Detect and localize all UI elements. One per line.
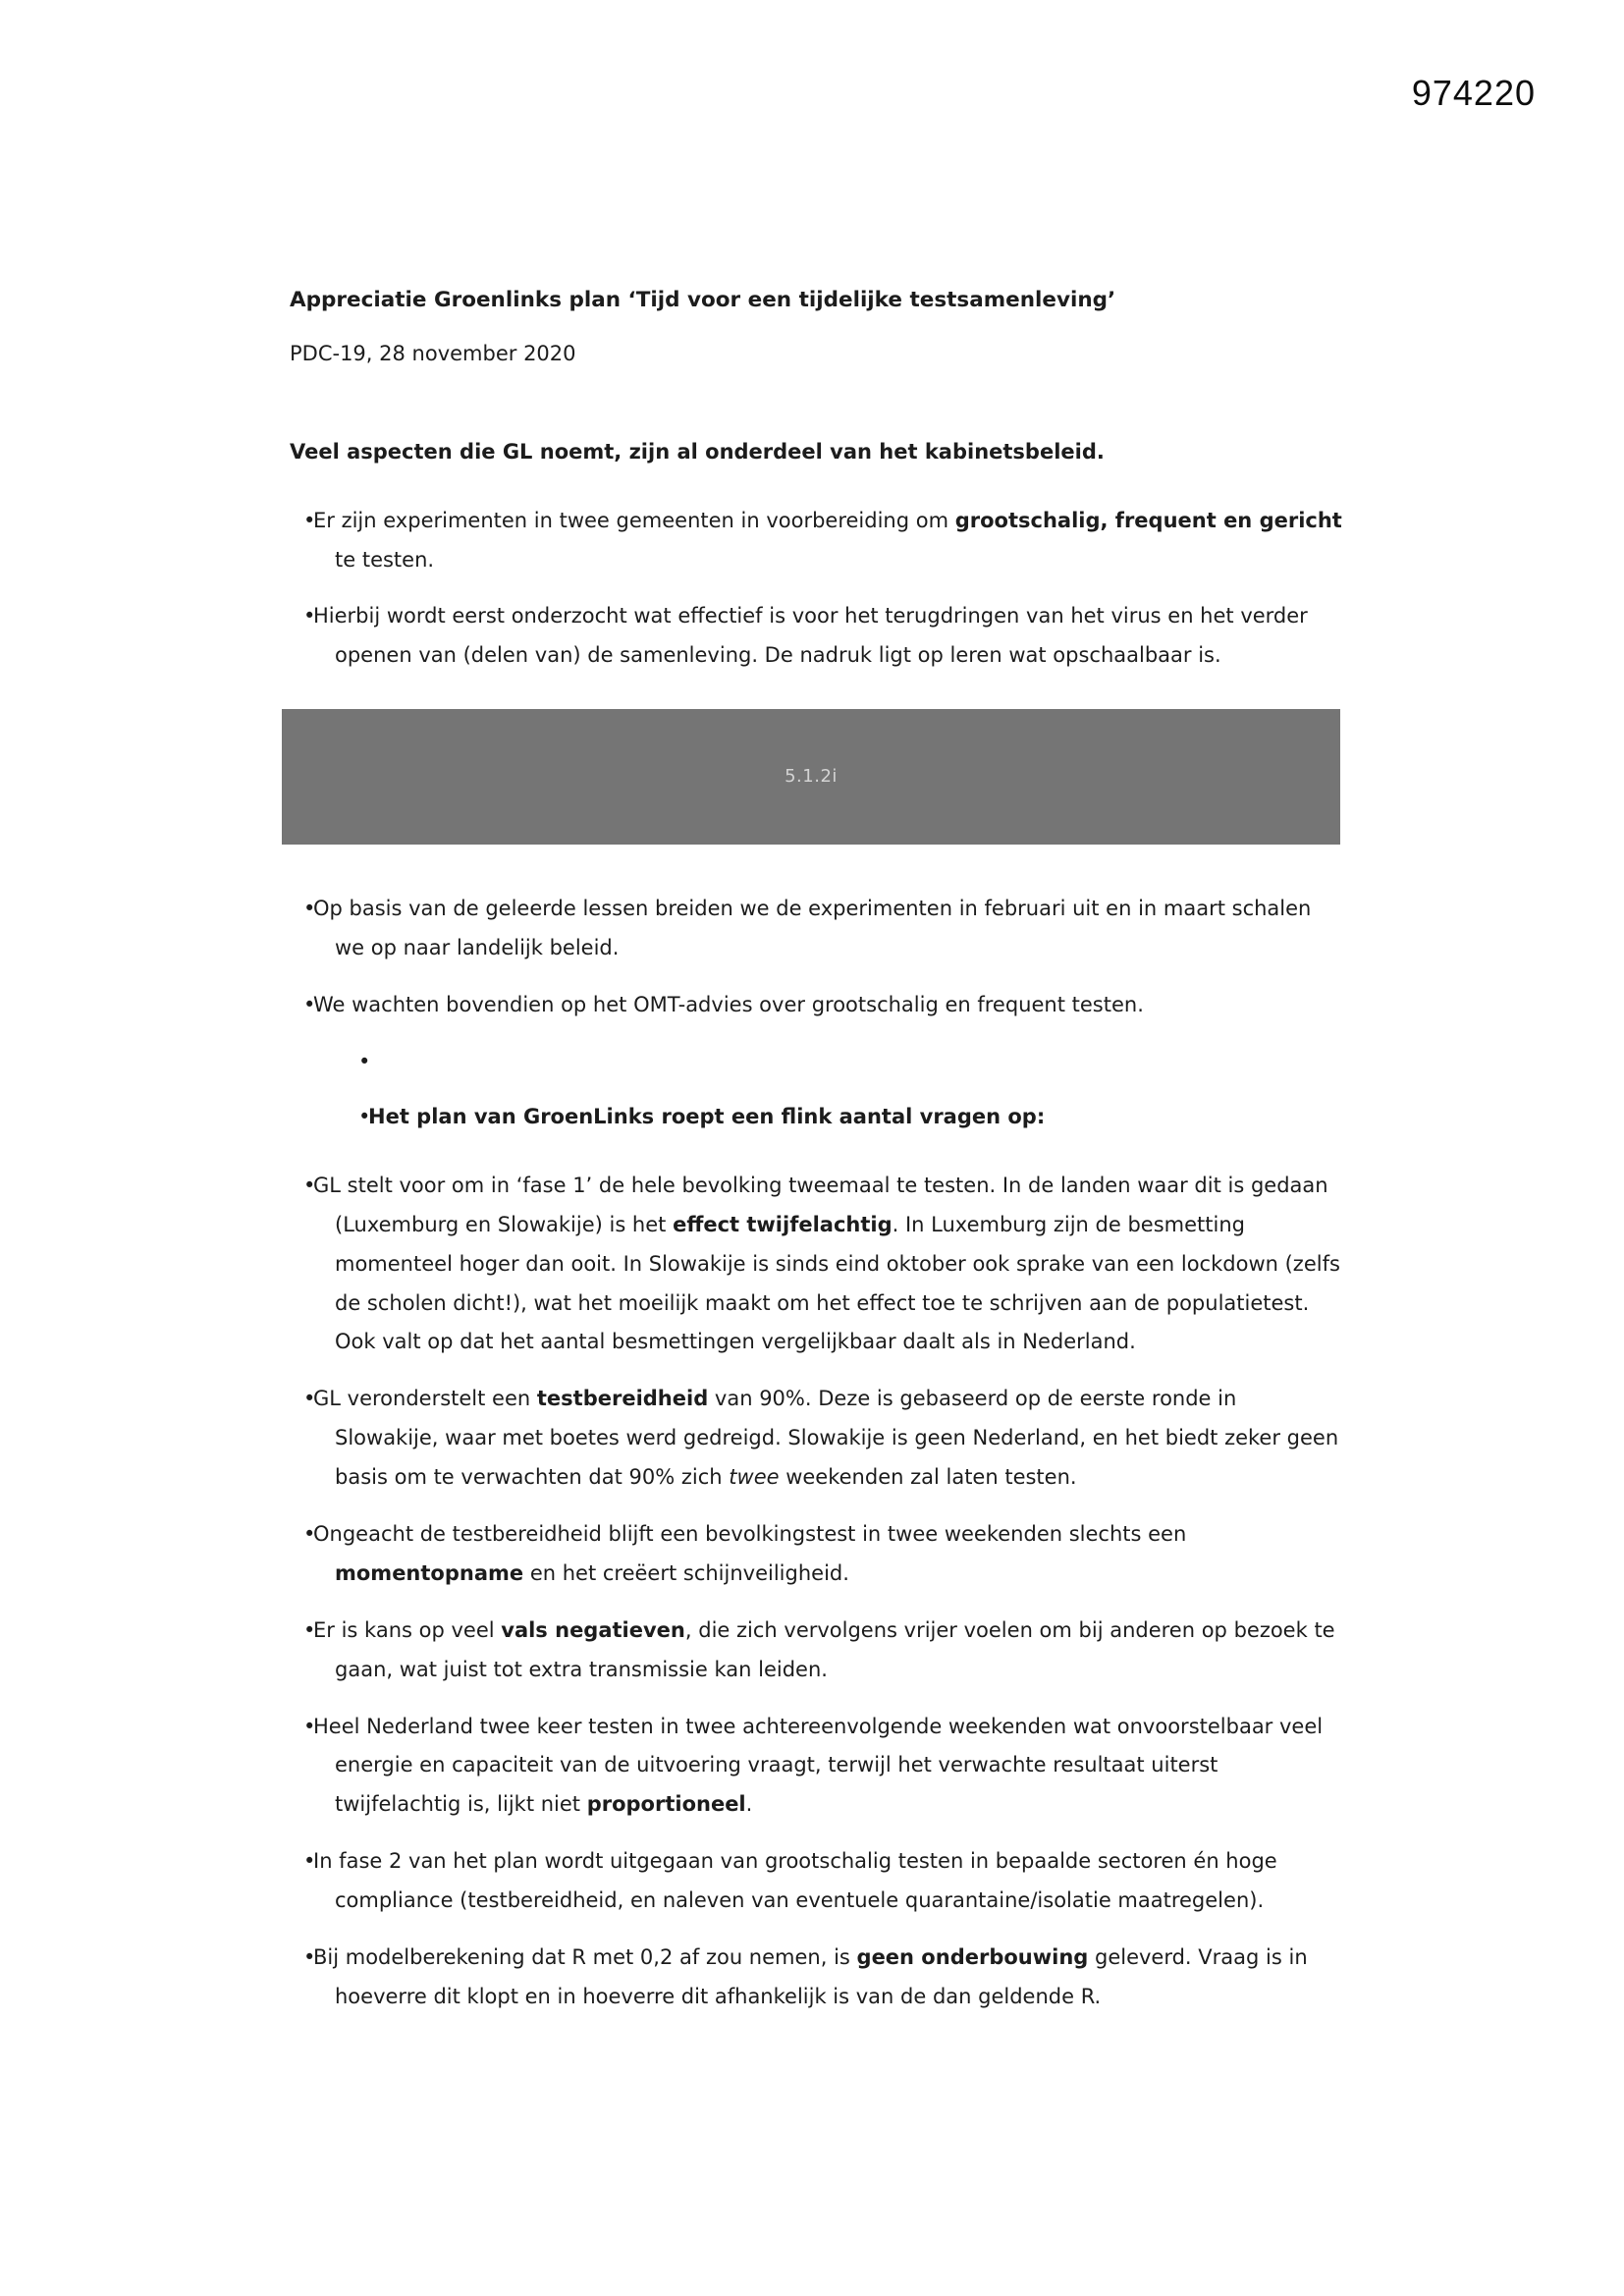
bullet-text: Bij modelberekening dat R met 0,2 af zou nemen, is	[313, 1945, 857, 1969]
bullet-text: Heel Nederland twee keer testen in twee achtereenvolgende weekenden wat onvoorstelbaar veel energie en capaciteit van de uitvoering vraagt, terwijl het verwachte resultaat uiterst twijfelachtig is, lijkt niet	[313, 1714, 1324, 1817]
bullet-text: te testen.	[335, 547, 435, 572]
bullet-text: Hierbij wordt eerst onderzocht wat effectief is voor het terugdringen van het virus en het verder openen van (delen van) de samenleving. De nadruk ligt op leren wat opschaalbaar is.	[313, 604, 1308, 668]
bullet-text: GL veronderstelt een	[313, 1387, 537, 1411]
bullet-text: Er is kans op veel	[313, 1617, 502, 1642]
section-heading-kabinetsbeleid: Veel aspecten die GL noemt, zijn al onderdeel van het kabinetsbeleid.	[290, 439, 1105, 464]
bullet-text: We wachten bovendien op het OMT-advies over grootschalig en frequent testen.	[313, 992, 1144, 1016]
bullet-list-vragen	[290, 1167, 1345, 2017]
bullet-item	[290, 890, 1345, 968]
bullet-text: en het creëert schijnveiligheid.	[523, 1560, 849, 1585]
bullet-text-bold: proportioneel	[586, 1792, 746, 1817]
bullet-text-bold: testbereidheid	[536, 1387, 709, 1411]
redaction-block	[282, 709, 1340, 845]
bullet-text-bold: momentopname	[335, 1560, 524, 1585]
bullet-text: In fase 2 van het plan wordt uitgegaan van grootschalig testen in bepaalde sectoren én hoge compliance (testbereidheid, en naleven van eventuele quarantaine/isolatie maatregelen).	[313, 1849, 1277, 1913]
bullet-text: van 90%. Deze is gebaseerd op de eerste ronde in Slowakije, waar met boetes werd gedreigd. Slowakije is geen Nederland, en het biedt zeker geen basis om te verwachten dat 90% zich	[335, 1387, 1339, 1490]
bullet-text-italic: twee	[729, 1465, 780, 1490]
bullet-text: , die zich vervolgens vrijer voelen om bij anderen op bezoek te gaan, wat juist tot extra transmissie kan leiden.	[335, 1617, 1335, 1681]
document-id-number: 974220	[1411, 73, 1536, 113]
bullet-item	[290, 1380, 1345, 1498]
bullet-item	[345, 1098, 1345, 1137]
bullet-text: . In Luxemburg zijn de besmetting momenteel hoger dan ooit. In Slowakije is sinds eind oktober ook sprake van een lockdown (zelfs de scholen dicht!), wat het moeilijk maakt om het effect toe te schrijven aan de populatietest. Ook valt op dat het aantal besmettingen vergelijkbaar daalt als in Nederland.	[335, 1212, 1340, 1354]
bullet-item	[290, 986, 1345, 1025]
bullet-item	[290, 1167, 1345, 1362]
bullet-list-kabinetsbeleid-bottom	[290, 890, 1345, 1025]
bullet-item	[290, 597, 1345, 676]
bullet-text-bold: Het plan van GroenLinks roept een flink aantal vragen op:	[368, 1104, 1046, 1128]
bullet-text-bold: effect twijfelachtig	[673, 1212, 893, 1236]
bullet-list-sub-heading	[345, 1043, 1345, 1137]
bullet-item	[290, 1612, 1345, 1690]
bullet-text: .	[745, 1792, 753, 1817]
bullet-text: Er zijn experimenten in twee gemeenten in voorbereiding om	[313, 508, 955, 532]
bullet-text: Op basis van de geleerde lessen breiden we de experimenten in februari uit en in maart schalen we op naar landelijk beleid.	[313, 897, 1312, 960]
document-page	[290, 281, 1345, 2035]
bullet-item	[290, 1515, 1345, 1594]
bullet-text: weekenden zal laten testen.	[779, 1465, 1077, 1490]
bullet-item	[290, 1939, 1345, 2017]
bullet-item	[345, 1043, 1345, 1082]
bullet-list-kabinetsbeleid-top	[290, 502, 1345, 677]
document-dateline: PDC-19, 28 november 2020	[290, 341, 576, 365]
bullet-text-bold: geen onderbouwing	[856, 1945, 1089, 1969]
bullet-text: geleverd. Vraag is in hoeverre dit klopt en in hoeverre dit afhankelijk is van de dan geldende R.	[335, 1945, 1308, 2008]
bullet-text: Ongeacht de testbereidheid blijft een bevolkingstest in twee weekenden slechts een	[313, 1521, 1187, 1546]
bullet-item	[290, 1708, 1345, 1826]
bullet-text: GL stelt voor om in ‘fase 1’ de hele bevolking tweemaal te testen. In de landen waar dit is gedaan (Luxemburg en Slowakije) is het	[313, 1173, 1328, 1236]
redaction-ground-label: 5.1.2i	[785, 766, 838, 788]
bullet-item	[290, 502, 1345, 580]
document-title: Appreciatie Groenlinks plan ‘Tijd voor een tijdelijke testsamenleving’	[290, 288, 1116, 312]
bullet-text-bold: vals negatieven	[501, 1617, 685, 1642]
bullet-item	[290, 1842, 1345, 1921]
bullet-text-bold: grootschalig, frequent en gericht	[954, 508, 1342, 532]
